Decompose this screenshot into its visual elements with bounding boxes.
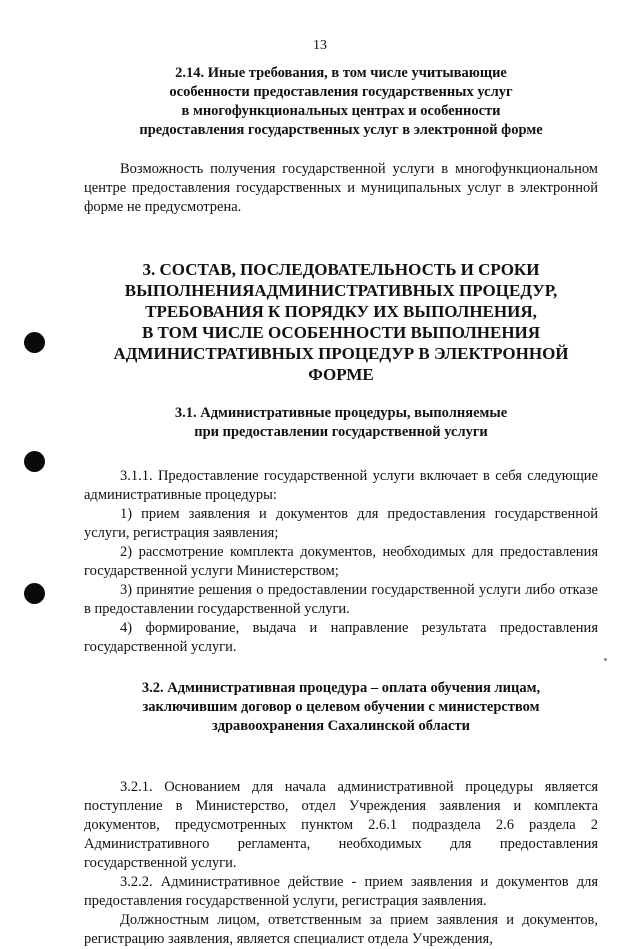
- list-item: 2) рассмотрение комплекта документов, необходимых для предоставления государственной услуги Министерством;: [84, 544, 598, 579]
- section-2-14-paragraph: Возможность получения государственной услуги в многофункциональном центре предоставления государственных и муниципальных услуг в электронной форме не предусмотрена.: [84, 161, 598, 215]
- heading-line: при предоставлении государственной услуги: [194, 424, 488, 440]
- heading-line: здравоохранения Сахалинской области: [212, 718, 470, 734]
- heading-line: особенности предоставления государственных услуг: [169, 84, 513, 100]
- heading-line: В ТОМ ЧИСЛЕ ОСОБЕННОСТИ ВЫПОЛНЕНИЯ: [141, 323, 541, 342]
- heading-line: ТРЕБОВАНИЯ К ПОРЯДКУ ИХ ВЫПОЛНЕНИЯ,: [145, 302, 537, 321]
- punch-hole-top: [24, 332, 45, 353]
- heading-line: предоставления государственных услуг в электронной форме: [139, 122, 543, 138]
- heading-line: в многофункциональных центрах и особенности: [181, 103, 501, 119]
- paragraph: 3.2.2. Административное действие - прием заявления и документов для предоставления государственной услуги, регистрация заявления.: [84, 874, 598, 909]
- heading-line: 2.14. Иные требования, в том числе учитывающие: [175, 65, 507, 81]
- section-2-14-heading: [84, 64, 598, 140]
- heading-line: заключившим договор о целевом обучении с министерством: [142, 699, 540, 715]
- section-3-2-body: [84, 778, 598, 949]
- scan-speck: [604, 658, 607, 661]
- heading-line: ВЫПОЛНЕНИЯАДМИНИСТРАТИВНЫХ ПРОЦЕДУР,: [124, 281, 558, 300]
- paragraph: 3.1.1. Предоставление государственной услуги включает в себя следующие административные процедуры:: [84, 468, 598, 503]
- list-item: 4) формирование, выдача и направление результата предоставления государственной услуги.: [84, 620, 598, 655]
- heading-line: 3.1. Административные процедуры, выполняемые: [174, 405, 508, 421]
- list-item: 3) принятие решения о предоставлении государственной услуги либо отказе в предоставлении государственной услуги.: [84, 582, 598, 617]
- section-3-heading: [84, 259, 598, 385]
- heading-line: 3. СОСТАВ, ПОСЛЕДОВАТЕЛЬНОСТЬ И СРОКИ: [142, 260, 540, 279]
- paragraph: 3.2.1. Основанием для начала административной процедуры является поступление в Министерство, отдел Учреждения заявления и комплекта документов, предусмотренных пунктом 2.6.1 подраздела 2.6 раздела 2 Административного регламента, необходимых для предоставления государственной услуги.: [84, 779, 598, 871]
- section-3-1-body: [84, 467, 598, 657]
- punch-hole-middle: [24, 451, 45, 472]
- section-3-2-heading: [84, 679, 598, 736]
- list-item: 1) прием заявления и документов для предоставления государственной услуги, регистрация заявления;: [84, 506, 598, 541]
- document-body: [84, 64, 598, 949]
- paragraph: Должностным лицом, ответственным за прием заявления и документов, регистрацию заявления, является специалист отдела Учреждения,: [84, 912, 598, 947]
- heading-line: АДМИНИСТРАТИВНЫХ ПРОЦЕДУР В ЭЛЕКТРОННОЙ ФОРМЕ: [113, 344, 569, 384]
- heading-line: 3.2. Административная процедура – оплата обучения лицам,: [141, 680, 541, 696]
- punch-hole-bottom: [24, 583, 45, 604]
- section-3-1-heading: [84, 404, 598, 442]
- page-number: 13: [313, 38, 327, 53]
